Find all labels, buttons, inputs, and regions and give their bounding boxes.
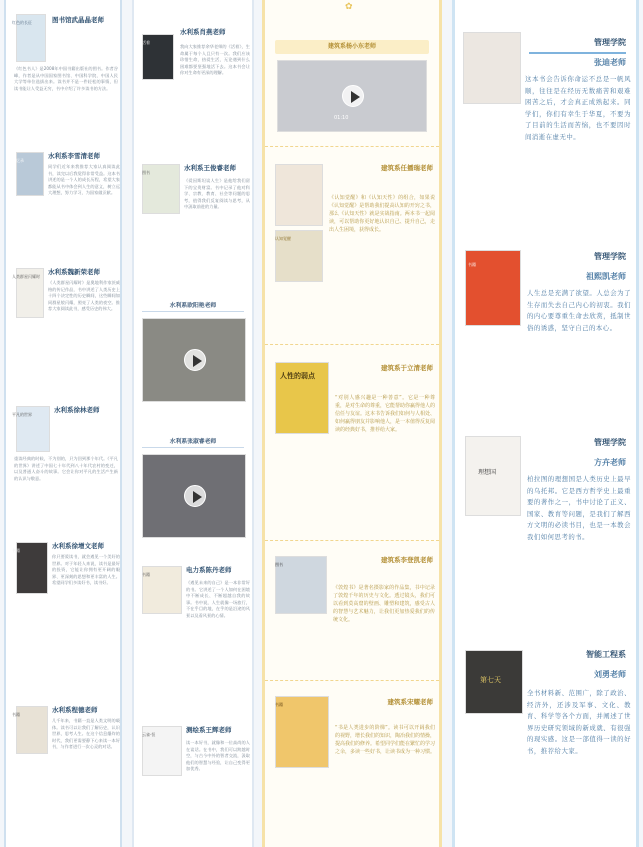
book-cover: [16, 542, 48, 594]
teacher-title: 测绘系王辉老师: [186, 726, 232, 734]
divider: [265, 146, 439, 147]
teacher-photo: [275, 164, 323, 226]
recommendation-card: [138, 158, 248, 298]
book-cover: [465, 650, 523, 714]
recommendation-card: [10, 536, 120, 696]
column-2: [132, 0, 254, 847]
book-cover: [275, 696, 329, 768]
recommendation-text: 你只要爱读书，就会遇见一个美好的世界。对于年轻人来说，读书是最好的投资，它能让你拥有更开阔的眼界、更深刻的思想和更丰富的人生。希望同学们多读好书，读书好。: [52, 554, 120, 586]
play-icon[interactable]: [342, 85, 364, 107]
recommendation-text: 《敦煌书》是著名摄影家的作品集，书中记录了敦煌千年的历史与文化。透过镜头，我们可以看到莫高窟的壁画、雕塑和建筑，感受古人的智慧与艺术魅力，让我们更加热爱我们的传统文化。: [333, 585, 435, 623]
book-title: 书籍: [275, 702, 283, 707]
teacher-name: 刘勇老师: [594, 670, 626, 679]
book-title: 红色的长征: [12, 20, 32, 25]
recommendation-card: [10, 400, 116, 530]
department-label: 管理学院: [594, 438, 626, 447]
column-1: [4, 0, 122, 847]
book-title: 认知觉醒: [275, 236, 291, 241]
recommendation-text: 读一本好书，就像和一位高尚的人在谈话。在书中，我们可以跨越时空，与古今中外的智者交流，汲取他们的智慧与经验，让自己变得更加优秀。: [186, 740, 250, 772]
teacher-title: 水利系程德老师: [52, 706, 98, 714]
divider: [529, 52, 626, 54]
book-title: 书籍: [468, 262, 476, 267]
teacher-title: 水利系王俊睿老师: [184, 164, 236, 172]
recommendation-text: 几千年来，书籍一直是人类文明的载体。读书可以让我们了解历史，认识世界，思考人生。在这个信息爆炸的时代，我们更需要静下心来读一本好书，与作者进行一次心灵的对话。: [52, 718, 120, 750]
book-title: 第七天: [480, 676, 501, 684]
recommendation-text: 《遇见未来的自己》是一本非常好的书。它讲述了一个人如何在困境中不断成长、不断超越自我的故事。书中说，人生就像一场旅行，不在乎目的地，在乎的是沿途的风景以及看风景的心情。: [186, 580, 250, 618]
book-title: 人类群星闪耀时: [12, 274, 40, 279]
video-player[interactable]: [142, 318, 246, 402]
recommendation-text: 全书材料新、范围广，除了政治、经济外，还涉及军事、文化、教育、科学等各个方面，并阐述了世界历史研究领域的新成就、有很强的现实感。这是一部值得一读的好书，推荐给大家。: [527, 689, 631, 755]
teacher-title: 建筑系于立清老师: [381, 364, 433, 372]
book-title: 平凡的世界: [12, 412, 32, 417]
recommendation-text: 《认知觉醒》和《认知天性》的组合，如果说《认知觉醒》是帮助我们提高认知的开窍之书，那么《认知天性》就是实战指南。两本书一起阅读，可以帮助你更好地认识自己、提升自己，走出人生困境，获得成长。: [329, 195, 435, 233]
book-cover: [275, 362, 329, 434]
recommendation-card: [10, 262, 120, 394]
recommendation-text: 《人类群星闪耀时》是奥地利作家茨威格的传记作品，书中讲述了人类历史上十四个决定性的历史瞬间，这些瞬间如同群星般闪耀，照亮了人类的夜空。推荐大家阅读此书，感受历史的伟大。: [48, 280, 120, 312]
column-3: [262, 0, 442, 847]
play-icon[interactable]: [184, 349, 206, 371]
recommendation-card: [138, 560, 248, 710]
book-title: 图书: [142, 170, 150, 175]
recommendation-card: [459, 420, 632, 634]
recommendation-text: 柏拉图的理想国是人类历史上最早的乌托邦。它是西方哲学史上最重要的著作之一，书中讨论了正义、国家、教育等问题，是我们了解西方文明的必读书目，也是一本教会我们如何思考的书。: [527, 475, 631, 541]
recommendation-card: [459, 234, 632, 414]
book-title: 人性的弱点: [280, 372, 315, 380]
recommendation-card: [10, 146, 120, 256]
book-cover: [16, 706, 48, 754]
recommendation-text: 这本书会告诉你命运不总是一帆风顺，往往是在经历无数痛苦和艰难困苦之后，才会真正成熟起来。同学们，你们有幸生于华夏，不要为了目前的生活而苦恼，也不要因时间消逝在虚无中。: [525, 75, 631, 141]
department-label: 管理学院: [594, 252, 626, 261]
recommendation-text: 同学们近年来我推荐大家认真阅读此书，读完以后我觉得非常受益。这本书讲述的是一个人的成长历程，希望大家都能从书中体会到人生的意义，树立远大理想，努力学习，为国家做贡献。: [48, 164, 120, 196]
video-player[interactable]: [277, 60, 427, 132]
book-title: 云雀·恒: [142, 732, 156, 737]
book-title: 图书: [275, 562, 283, 567]
teacher-title: 电力系陈丹老师: [186, 566, 232, 574]
teacher-title: 水利系肖燕老师: [180, 28, 226, 36]
teacher-title: 建筑系任播瑞老师: [381, 164, 433, 172]
book-title: 活着: [142, 40, 150, 45]
recommendation-card: [269, 686, 435, 844]
recommendation-card: [459, 10, 632, 228]
recommendation-card: [138, 4, 248, 154]
book-title: 回忆录: [12, 158, 24, 163]
book-title: 理想国: [478, 469, 497, 476]
book-icon: ✿: [345, 2, 353, 12]
section-banner: 水利系欧阳艳老师: [142, 300, 244, 312]
recommendation-text: “书是人类进步的阶梯”。读书可以开阔我们的视野，增长我们的知识，陶冶我们的情操，提高我们的修养。希望同学们能在繁忙的学习之余，多读一些好书，让读书成为一种习惯。: [335, 725, 435, 755]
video-time: 01:10: [334, 115, 349, 121]
recommendation-card: [269, 350, 435, 536]
recommendation-card: [459, 640, 632, 844]
recommendation-text: “对别人感兴趣是一种善意”。它是一种尊重，是对生命的尊重，它能帮助你赢得他人的信任与友谊。这本书告诉我们如何与人相处、如何赢得朋友并影响他人，是一本值得反复阅读的经典好书，推荐给大家。: [335, 395, 435, 433]
recommendation-text: 人生总是充满了欲望。人总会为了生存而失去自己内心的初衷。我们的内心要尊重生命去欣赏，抵制世俗的诱惑，坚守自己的本心。: [527, 289, 631, 332]
department-label: 智能工程系: [586, 650, 626, 659]
recommendation-text: 《红色书人》是2008年中国书籍出版社的图书。作者谷峰，作者是从中国国家图书馆、中国科学院、中国人民大学等单位选拔出来。读书并不是一件轻松的事情，但读书能让人受益无穷，书中介绍了许多读书的方法。: [14, 66, 118, 91]
book-cover: [465, 436, 521, 516]
divider: [265, 540, 439, 541]
book-title: 书籍: [142, 572, 150, 577]
teacher-name: 方卉老师: [594, 458, 626, 467]
book-title: 书籍: [12, 712, 20, 717]
recommendation-card: [269, 546, 435, 674]
recommendation-card: [10, 700, 120, 844]
divider: [265, 680, 439, 681]
play-icon[interactable]: [184, 485, 206, 507]
book-title: 书籍: [12, 548, 20, 553]
divider: [265, 344, 439, 345]
section-banner: 建筑系杨小东老师: [275, 40, 429, 54]
department-label: 管理学院: [594, 38, 626, 47]
teacher-title: 水利系徐林老师: [54, 406, 100, 414]
teacher-photo: [463, 32, 521, 104]
teacher-title: 水利系徐增文老师: [52, 542, 104, 550]
recommendation-text: 重读经典的时候，不为别的，只为回到那个年代。《平凡的世界》讲述了中国七十年代到八十年代农村的变迁，以及普通人奋斗的故事。它会让你对平凡的生活产生新的认识与敬意。: [14, 456, 118, 481]
teacher-name: 祖熙凯老师: [586, 272, 626, 281]
teacher-title: 建筑系李登凯老师: [381, 556, 433, 564]
teacher-title: 水利系魏新荣老师: [48, 268, 100, 276]
recommendation-text: 《爱因斯坦谈人生》是他给我们留下的宝贵财富。书中记录了他对科学、宗教、教育、社会等问题的思考，值得我们反复阅读与思考，从中汲取前进的力量。: [184, 178, 250, 210]
teacher-title: 水利系李雪清老师: [48, 152, 100, 160]
teacher-title: 图书馆武晶晶老师: [52, 16, 104, 24]
video-player[interactable]: [142, 454, 246, 538]
teacher-title: 建筑系宋耀老师: [387, 698, 433, 706]
column-4: [452, 0, 639, 847]
section-banner: 水利系张淑睿老师: [142, 436, 244, 448]
recommendation-text: 我向大家推荐余华老师的《活着》，生命属于每个人且只有一次。我们应该珍惜生命，热爱生活，无论遇到什么困难都要坚强地活下去。这本书会让你对生命有更深的理解。: [180, 44, 250, 76]
teacher-name: 张迪老师: [594, 58, 626, 67]
recommendation-card: [269, 150, 435, 340]
